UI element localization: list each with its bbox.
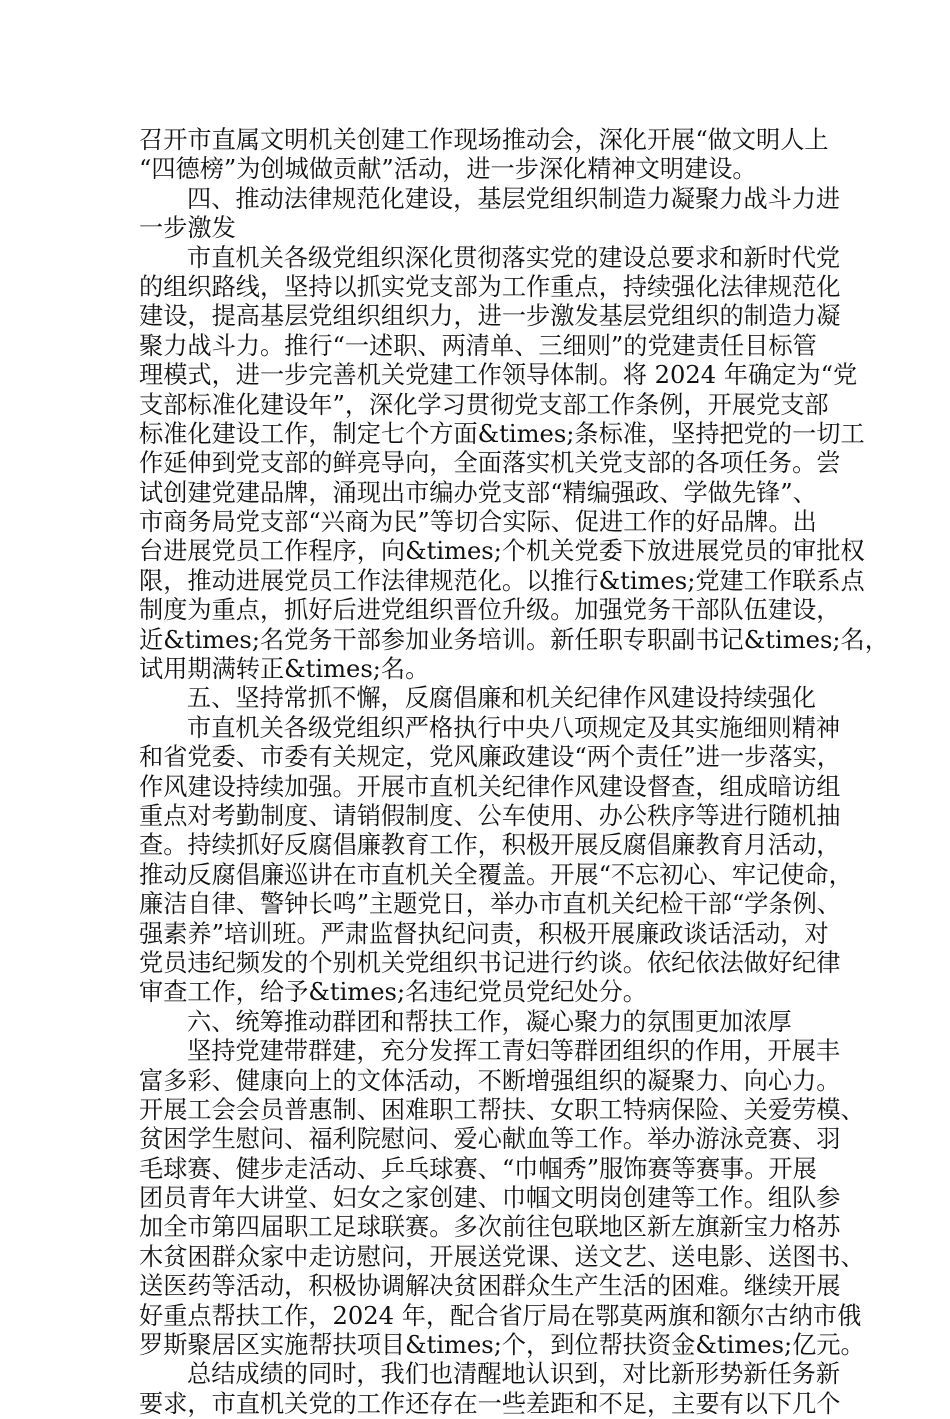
text-line: 标准化建设工作，制定七个方面&times;条标准，坚持把党的一切工 [139, 419, 865, 448]
text-line: 总结成绩的同时，我们也清醒地认识到，对比新形势新任务新 [187, 1360, 841, 1389]
text-line: “四德榜”为创城做贡献”活动，进一步深化精神文明建设。 [139, 155, 757, 184]
text-line: 限，推动进展党员工作法律规范化。以推行&times;党建工作联系点 [139, 566, 865, 595]
text-line: 制度为重点，抓好后进党组织晋位升级。加强党务干部队伍建设， [139, 596, 841, 625]
text-line: 台进展党员工作程序，向&times;个机关党委下放进展党员的审批权 [139, 537, 865, 566]
text-line: 近&times;名党务干部参加业务培训。新任职专职副书记&times;名， [139, 625, 889, 654]
text-line: 和省党委、市委有关规定，党风廉政建设“两个责任”进一步落实， [139, 743, 841, 772]
text-line: 送医药等活动，积极协调解决贫困群众生产生活的困难。继续开展 [139, 1272, 841, 1301]
text-line: 廉洁自律、警钟长鸣”主题党日，举办市直机关纪检干部“学条例、 [139, 890, 841, 919]
text-line: 理模式，进一步完善机关党建工作领导体制。将 2024 年确定为“党 [139, 361, 858, 390]
text-line: 重点对考勤制度、请销假制度、公车使用、办公秩序等进行随机抽 [139, 801, 841, 830]
text-line: 试用期满转正&times;名。 [139, 655, 430, 684]
text-line: 作风建设持续加强。开展市直机关纪律作风建设督查，组成暗访组 [139, 772, 841, 801]
text-line: 建设，提高基层党组织组织力，进一步激发基层党组织的制造力凝 [139, 302, 841, 331]
text-line: 贫困学生慰问、福利院慰问、爱心献血等工作。举办游泳竞赛、羽 [139, 1125, 841, 1154]
text-line: 强素养”培训班。严肃监督执纪问责，积极开展廉政谈话活动，对 [139, 919, 829, 948]
text-line: 召开市直属文明机关创建工作现场推动会，深化开展“做文明人上 [139, 126, 829, 154]
text-line: 四、推动法律规范化建设，基层党组织制造力凝聚力战斗力进 [187, 184, 841, 213]
text-line: 支部标准化建设年”，深化学习贯彻党支部工作条例，开展党支部 [139, 390, 829, 419]
text-line: 的组织路线，坚持以抓实党支部为工作重点，持续强化法律规范化 [139, 272, 841, 301]
text-line: 试创建党建品牌，涌现出市编办党支部“精编强政、学做先锋”、 [139, 478, 817, 507]
text-line: 聚力战斗力。推行“一述职、两清单、三细则”的党建责任目标管 [139, 331, 817, 360]
text-line: 罗斯聚居区实施帮扶项目&times;个，到位帮扶资金&times;亿元。 [139, 1331, 865, 1360]
text-line: 一步激发 [139, 214, 236, 243]
text-line: 作延伸到党支部的鲜亮导向，全面落实机关党支部的各项任务。尝 [139, 449, 841, 478]
paragraph-lines [139, 126, 889, 1419]
text-line: 查。持续抓好反腐倡廉教育工作，积极开展反腐倡廉教育月活动， [139, 831, 841, 860]
text-line: 市商务局党支部“兴商为民”等切合实际、促进工作的好品牌。出 [139, 508, 817, 537]
text-line: 毛球赛、健步走活动、乒乓球赛、“巾帼秀”服饰赛等赛事。开展 [139, 1154, 817, 1183]
document-body [139, 126, 889, 1419]
text-line: 好重点帮扶工作，2024 年，配合省厅局在鄂莫两旗和额尔古纳市俄 [139, 1301, 862, 1330]
text-line: 坚持党建带群建，充分发挥工青妇等群团组织的作用，开展丰 [187, 1037, 841, 1066]
text-line: 党员违纪频发的个别机关党组织书记进行约谈。依纪依法做好纪律 [139, 948, 841, 977]
text-line: 审查工作，给予&times;名违纪党员党纪处分。 [139, 978, 647, 1007]
text-line: 开展工会会员普惠制、困难职工帮扶、女职工特病保险、关爱劳模、 [139, 1095, 865, 1124]
text-line: 木贫困群众家中走访慰问，开展送党课、送文艺、送电影、送图书、 [139, 1242, 865, 1271]
text-line: 推动反腐倡廉巡讲在市直机关全覆盖。开展“不忘初心、牢记使命， [139, 860, 853, 889]
text-line: 要求，市直机关党的工作还存在一些差距和不足，主要有以下几个 [139, 1389, 841, 1418]
text-line: 六、统筹推动群团和帮扶工作，凝心聚力的氛围更加浓厚 [187, 1007, 792, 1036]
text-line: 团员青年大讲堂、妇女之家创建、巾帼文明岗创建等工作。组队参 [139, 1184, 841, 1213]
text-line: 市直机关各级党组织严格执行中央八项规定及其实施细则精神 [187, 713, 841, 742]
text-line: 市直机关各级党组织深化贯彻落实党的建设总要求和新时代党 [187, 243, 841, 272]
text-line: 富多彩、健康向上的文体活动，不断增强组织的凝聚力、向心力。 [139, 1066, 841, 1095]
text-line: 加全市第四届职工足球联赛。多次前往包联地区新左旗新宝力格苏 [139, 1213, 841, 1242]
text-line: 五、坚持常抓不懈，反腐倡廉和机关纪律作风建设持续强化 [187, 684, 816, 713]
